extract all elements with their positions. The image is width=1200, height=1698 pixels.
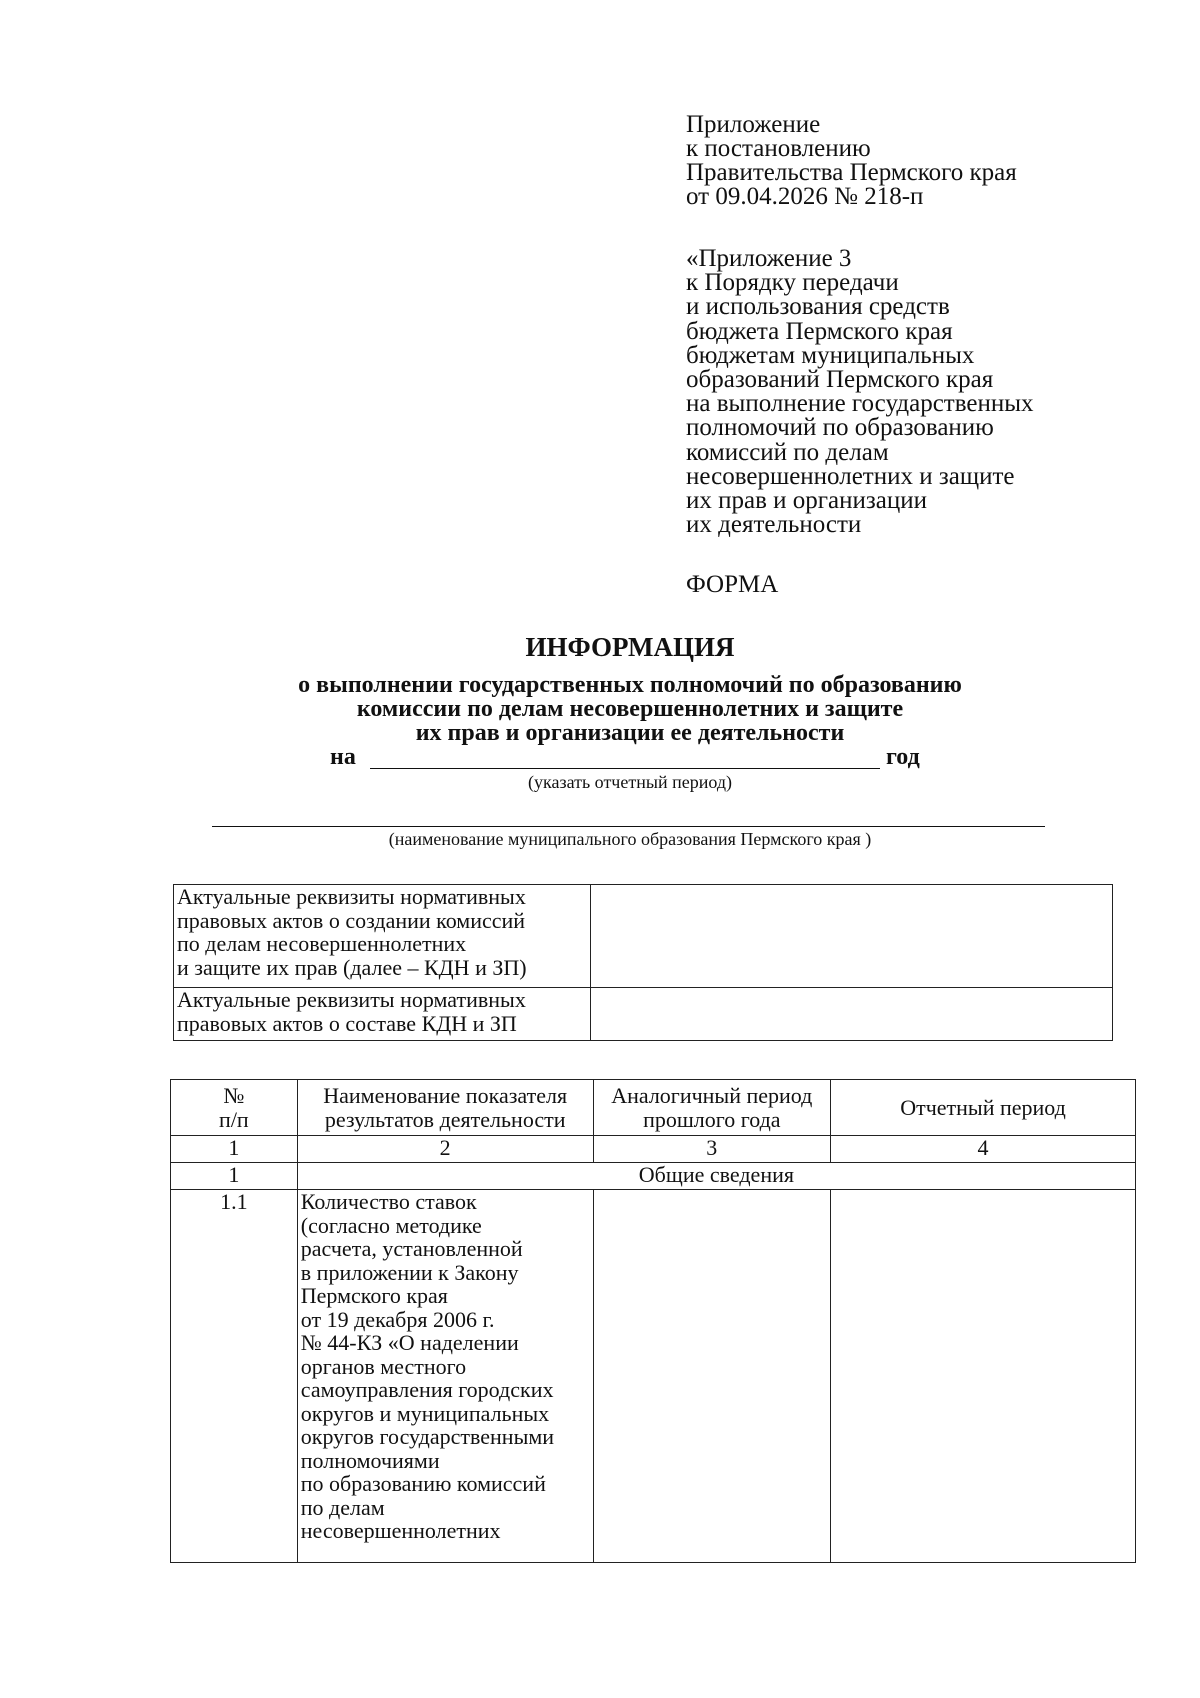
appendix-3-line: полномочий по образованию [686,414,994,442]
requisites-table [173,884,1113,1041]
requisites-label-cell [174,988,591,1041]
row-text-line: органов местного [300,1353,467,1379]
row-text-line: от 19 декабря 2006 г. [300,1306,495,1332]
row-text-line: Пермского края [300,1283,448,1308]
requisites-label-line: по делам несовершеннолетних [177,931,467,956]
form-label: ФОРМА [686,571,779,598]
row-text-line: № 44-КЗ «О наделении [300,1330,519,1355]
municipality-blank-field[interactable] [212,826,1045,827]
row-text-line: округов государственными [300,1424,555,1449]
row-text-line: полномочиями [300,1447,440,1473]
header-line: прошлого года [643,1106,781,1132]
header-line: Наименование показателя [323,1083,568,1108]
requisites-label-line: правовых актов о создании комиссий [177,907,526,933]
section-row [171,1163,1136,1190]
row-text-line: несовершеннолетних [300,1518,501,1543]
period-prefix: на [330,744,356,770]
subtitle-line: комиссии по делам несовершеннолетних и защите [356,696,904,722]
row-indicator-cell [297,1190,593,1563]
row-text-line: округов и муниципальных [300,1400,550,1426]
appendix-3-line: образований Пермского края [686,366,994,394]
requisites-row [174,988,1113,1041]
appendix-3-line: «Приложение 3 [686,245,852,272]
document-title: ИНФОРМАЦИЯ [525,632,735,662]
row-text-line: по делам [300,1494,385,1520]
appendix-3-block [686,247,1034,537]
appendix-3-line: несовершеннолетних и защите [686,462,1015,490]
requisites-label-line: Актуальные реквизиты нормативных [177,987,526,1012]
row-text-line: самоуправления городских [300,1377,554,1402]
header-indicator-cell [297,1080,593,1136]
requisites-label-cell [174,885,591,988]
appendix-3-line: их деятельности [686,511,862,539]
appendix-3-line: комиссий по делам [686,438,889,466]
header-line: № [223,1083,245,1108]
requisites-value-cell[interactable] [591,885,1113,988]
appendix-3-line: бюджета Пермского края [686,317,953,345]
requisites-row [174,885,1113,988]
indicators-table [170,1079,1136,1563]
column-number-cell: 2 [297,1136,593,1163]
subtitle-line: о выполнении государственных полномочий по образованию [298,672,962,698]
requisites-label-line: правовых актов о составе КДН и ЗП [177,1010,517,1036]
appendix-3-line: на выполнение государственных [686,390,1034,418]
period-note: (указать отчетный период) [528,772,732,792]
column-number-cell: 4 [831,1136,1136,1163]
row-text-line: по образованию комиссий [300,1471,546,1496]
appendix-line: к постановлению [686,135,871,162]
row-text-line: в приложении к Закону [300,1259,519,1285]
appendix-line: Приложение [686,111,821,138]
subtitle-line: их прав и организации ее деятельности [415,720,845,746]
appendix-line: от 09.04.2026 № 218-п [686,183,924,210]
header-prev-period-cell [593,1080,831,1136]
period-blank-field[interactable] [370,768,880,769]
header-number-cell [171,1080,298,1136]
row-text-line: (согласно методике [300,1212,482,1238]
row-text-line: расчета, установленной [300,1236,523,1261]
table-row [171,1190,1136,1563]
column-number-cell: 1 [171,1136,298,1163]
appendix-3-line: к Порядку передачи [686,269,899,297]
column-numbers-row [171,1136,1136,1163]
row-prev-period-cell[interactable] [593,1190,831,1563]
appendix-3-line: и использования средств [686,293,950,321]
municipality-note: (наименование муниципального образования Пермского края ) [388,829,872,849]
header-line: Аналогичный период [611,1083,813,1108]
table-header-row [171,1080,1136,1136]
row-text-line: Количество ставок [300,1189,477,1214]
header-line: результатов деятельности [324,1106,566,1132]
document-subtitle [0,673,1200,745]
header-line: Отчетный период [900,1094,1066,1120]
requisites-label-line: Актуальные реквизиты нормативных [177,884,526,909]
row-number-cell: 1.1 [171,1190,298,1563]
appendix-3-line: их прав и организации [686,487,928,515]
section-number-cell: 1 [171,1163,298,1190]
row-report-period-cell[interactable] [831,1190,1136,1563]
header-report-period-cell [831,1080,1136,1136]
header-line: п/п [219,1106,249,1132]
column-number-cell: 3 [593,1136,831,1163]
appendix-3-line: бюджетам муниципальных [686,341,975,369]
period-suffix: год [886,744,920,770]
appendix-line: Правительства Пермского края [686,159,1017,186]
requisites-label-line: и защите их прав (далее – КДН и ЗП) [177,954,527,980]
section-title-cell: Общие сведения [297,1163,1135,1190]
requisites-value-cell[interactable] [591,988,1113,1041]
appendix-block [686,113,1017,209]
